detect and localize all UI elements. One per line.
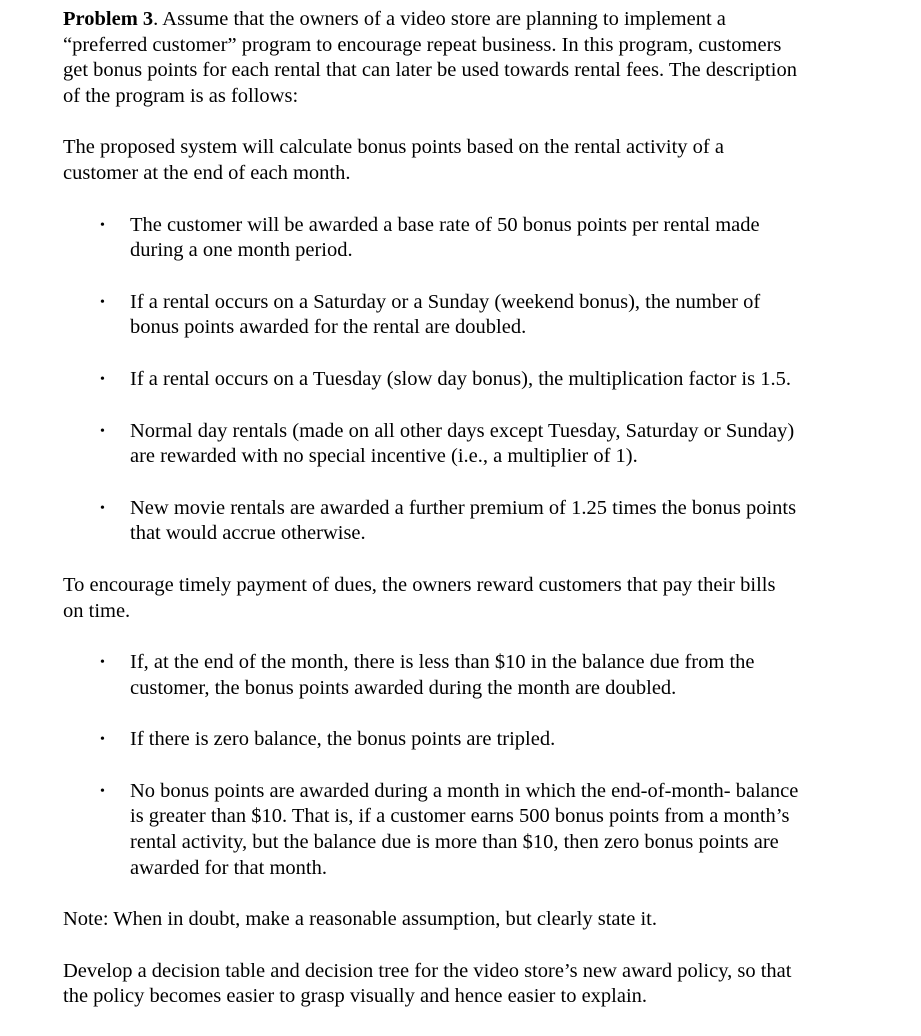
payment-paragraph: To encourage timely payment of dues, the owners reward customers that pay their bills on time. <box>63 573 776 622</box>
list-item-line: that would accrue otherwise. <box>130 522 366 545</box>
problem-document <box>63 7 903 1036</box>
list-item <box>63 779 903 881</box>
list-item-line: Normal day rentals (made on all other days except Tuesday, Saturday or Sunday) <box>130 419 795 442</box>
list-item-line: are rewarded with no special incentive (i.e., a multiplier of 1). <box>130 445 638 468</box>
rental-rules-list <box>63 213 903 547</box>
bullet-icon: • <box>100 655 105 671</box>
bullet-icon: • <box>100 217 105 233</box>
list-item-line: during a one month period. <box>130 239 353 262</box>
bullet-icon: • <box>100 783 105 799</box>
list-item-line: If a rental occurs on a Saturday or a Sunday (weekend bonus), the number of <box>130 290 761 313</box>
list-item-line: rental activity, but the balance due is more than $10, then zero bonus points are <box>130 831 779 854</box>
bullet-icon: • <box>100 500 105 516</box>
list-item-line: No bonus points are awarded during a month in which the end-of-month- balance <box>130 779 799 802</box>
payment-rules-list <box>63 650 903 881</box>
list-item-line: bonus points awarded for the rental are doubled. <box>130 316 527 339</box>
list-item-line: If a rental occurs on a Tuesday (slow day bonus), the multiplication factor is 1.5. <box>130 367 791 390</box>
list-item <box>63 496 903 547</box>
list-item-line: New movie rentals are awarded a further premium of 1.25 times the bonus points <box>130 496 797 519</box>
intro-paragraph: Problem 3. Assume that the owners of a video store are planning to implement a “preferred customer” program to encourage repeat business. In this program, customers get bonus points for each rental that can later be used towards rental fees. The description of the program is as follows: <box>63 8 797 107</box>
bullet-icon: • <box>100 294 105 310</box>
list-item-line: is greater than $10. That is, if a customer earns 500 bonus points from a month’s <box>130 805 790 828</box>
bullet-icon: • <box>100 732 105 748</box>
problem-label: Problem 3 <box>63 8 154 30</box>
list-item <box>63 290 903 341</box>
list-item-line: customer, the bonus points awarded during the month are doubled. <box>130 676 677 699</box>
list-item-line: If, at the end of the month, there is less than $10 in the balance due from the <box>130 651 755 674</box>
bullet-icon: • <box>100 371 105 387</box>
task-paragraph: Develop a decision table and decision tree for the video store’s new award policy, so that the policy becomes easier to grasp visually and hence easier to explain. <box>63 959 792 1008</box>
list-item <box>63 367 903 393</box>
list-item <box>63 213 903 264</box>
list-item-line: If there is zero balance, the bonus points are tripled. <box>130 728 556 751</box>
list-item-line: The customer will be awarded a base rate of 50 bonus points per rental made <box>130 213 760 236</box>
system-paragraph: The proposed system will calculate bonus points based on the rental activity of a customer at the end of each month. <box>63 136 724 184</box>
list-item <box>63 419 903 470</box>
list-item <box>63 650 903 701</box>
note-paragraph: Note: When in doubt, make a reasonable assumption, but clearly state it. <box>63 908 657 931</box>
list-item-line: awarded for that month. <box>130 856 327 879</box>
list-item <box>63 727 903 753</box>
bullet-icon: • <box>100 423 105 439</box>
